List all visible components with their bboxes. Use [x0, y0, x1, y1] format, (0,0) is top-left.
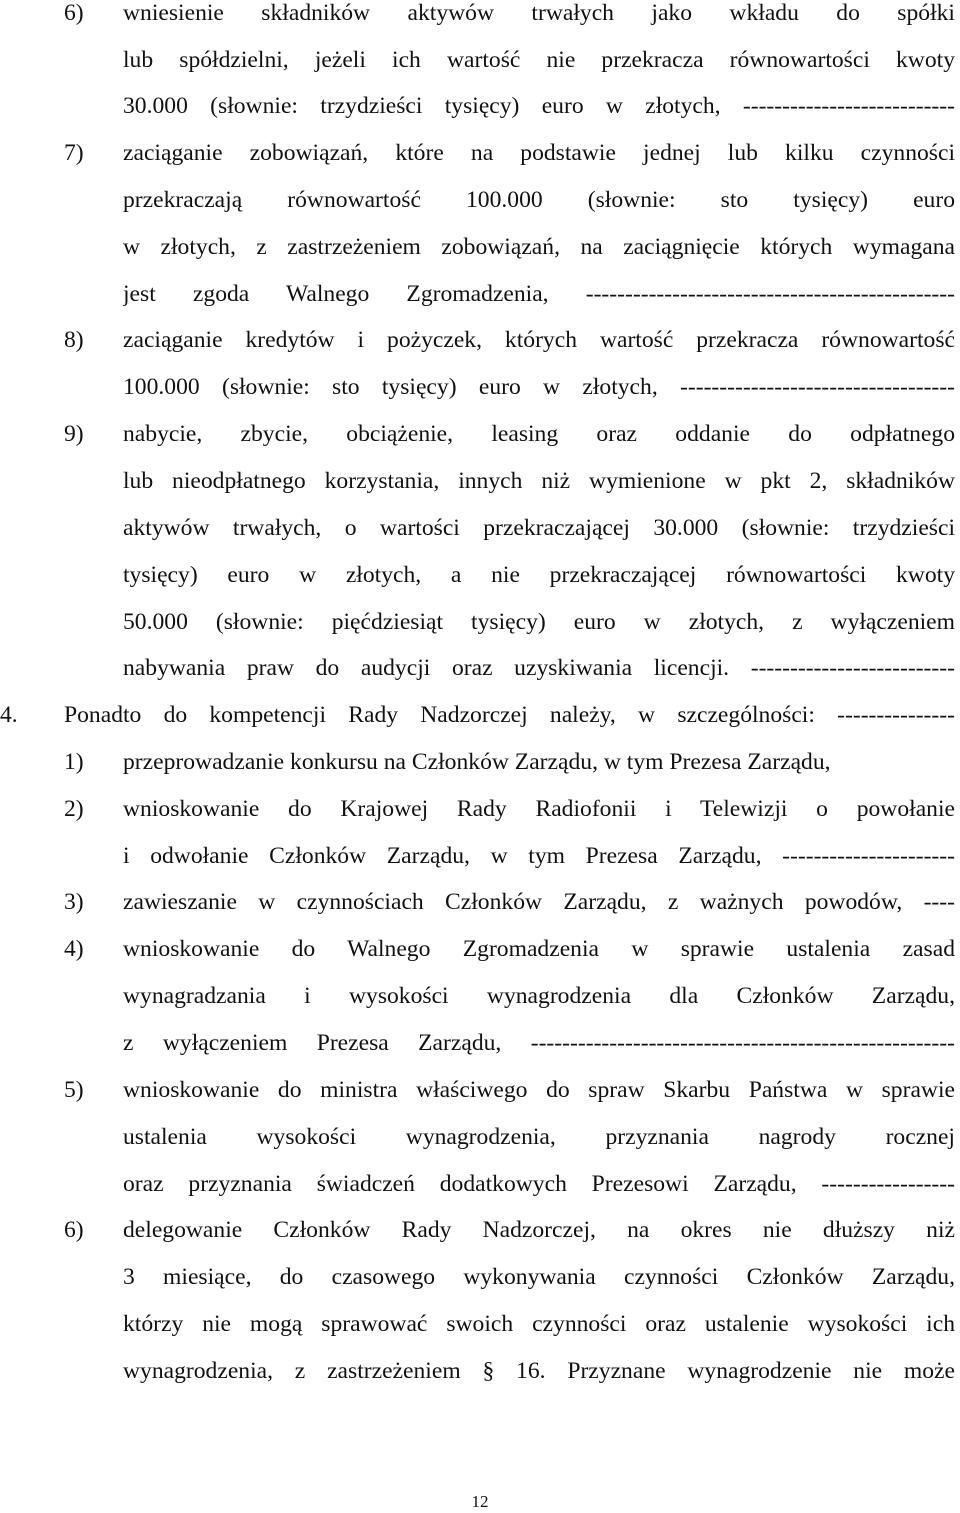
text-line [0, 138, 960, 168]
page-number: 12 [471, 1492, 489, 1511]
text-line [0, 1309, 960, 1339]
line-text: przekraczają równowartość 100.000 (słownie: sto tysięcy) euro [123, 187, 955, 213]
text-line [0, 700, 960, 730]
text-line [0, 981, 960, 1011]
line-text: 3 miesiące, do czasowego wykonywania czynności Członków Zarządu, [123, 1264, 955, 1290]
text-line [0, 0, 960, 28]
text-line [0, 419, 960, 449]
text-line [0, 91, 960, 121]
line-text: wynagradzania i wysokości wynagrodzenia dla Członków Zarządu, [123, 983, 955, 1009]
line-text: i odwołanie Członków Zarządu, w tym Prezesa Zarządu, ---------------------- [123, 843, 955, 869]
line-text: tysięcy) euro w złotych, a nie przekraczającej równowartości kwoty [123, 562, 955, 588]
line-text: 100.000 (słownie: sto tysięcy) euro w złotych, ----------------------------------- [123, 374, 955, 400]
line-text: aktywów trwałych, o wartości przekraczającej 30.000 (słownie: trzydzieści [123, 515, 955, 541]
line-text: nabycie, zbycie, obciążenie, leasing oraz oddanie do odpłatnego [123, 421, 955, 447]
text-line [0, 279, 960, 309]
list-number: 6) [64, 1217, 84, 1243]
text-line [0, 45, 960, 75]
text-line [0, 232, 960, 262]
line-text: zaciąganie zobowiązań, które na podstawie jednej lub kilku czynności [123, 140, 955, 166]
line-text: zawieszanie w czynnościach Członków Zarządu, z ważnych powodów, ---- [123, 889, 955, 915]
line-text: z wyłączeniem Prezesa Zarządu, ------------------------------------------------------ [123, 1030, 955, 1056]
list-number: 2) [64, 796, 84, 822]
line-text: lub spółdzielni, jeżeli ich wartość nie przekracza równowartości kwoty [123, 47, 955, 73]
line-text: lub nieodpłatnego korzystania, innych niż wymienione w pkt 2, składników [123, 468, 955, 494]
line-text: 30.000 (słownie: trzydzieści tysięcy) euro w złotych, --------------------------- [123, 93, 955, 119]
list-number: 7) [64, 140, 84, 166]
text-line [0, 560, 960, 590]
text-line [0, 372, 960, 402]
line-text: delegowanie Członków Rady Nadzorczej, na okres nie dłuższy niż [123, 1217, 955, 1243]
list-number: 1) [64, 749, 84, 775]
line-text: Ponadto do kompetencji Rady Nadzorczej należy, w szczególności: --------------- [64, 702, 955, 728]
text-line [0, 607, 960, 637]
text-line [0, 1262, 960, 1292]
text-line [0, 887, 960, 917]
line-text: wnioskowanie do Krajowej Rady Radiofonii i Telewizji o powołanie [123, 796, 955, 822]
text-line [0, 1075, 960, 1105]
text-line [0, 1215, 960, 1245]
text-line [0, 653, 960, 683]
line-text: nabywania praw do audycji oraz uzyskiwania licencji. -------------------------- [123, 655, 955, 681]
line-text: wnioskowanie do ministra właściwego do spraw Skarbu Państwa w sprawie [123, 1077, 955, 1103]
text-line [0, 513, 960, 543]
line-text: którzy nie mogą sprawować swoich czynności oraz ustalenie wysokości ich [123, 1311, 955, 1337]
line-text: zaciąganie kredytów i pożyczek, których wartość przekracza równowartość [123, 327, 955, 353]
list-number: 6) [64, 0, 84, 26]
text-line [0, 1028, 960, 1058]
text-line [0, 1122, 960, 1152]
text-line [0, 934, 960, 964]
line-text: wynagrodzenia, z zastrzeżeniem § 16. Przyznane wynagrodzenie nie może [123, 1358, 955, 1384]
list-number: 5) [64, 1077, 84, 1103]
line-text: wniesienie składników aktywów trwałych jako wkładu do spółki [123, 0, 955, 26]
text-line [0, 185, 960, 215]
text-line [0, 794, 960, 824]
line-text: ustalenia wysokości wynagrodzenia, przyznania nagrody rocznej [123, 1124, 955, 1150]
text-line [0, 466, 960, 496]
list-number: 9) [64, 421, 84, 447]
text-line [0, 747, 960, 777]
line-text: przeprowadzanie konkursu na Członków Zarządu, w tym Prezesa Zarządu, [123, 749, 831, 775]
line-text: wnioskowanie do Walnego Zgromadzenia w sprawie ustalenia zasad [123, 936, 955, 962]
text-line [0, 1356, 960, 1386]
section-number: 4. [0, 702, 18, 728]
text-line [0, 325, 960, 355]
list-number: 8) [64, 327, 84, 353]
line-text: w złotych, z zastrzeżeniem zobowiązań, na zaciągnięcie których wymagana [123, 234, 955, 260]
line-text: 50.000 (słownie: pięćdziesiąt tysięcy) euro w złotych, z wyłączeniem [123, 609, 955, 635]
list-number: 3) [64, 889, 84, 915]
text-line [0, 841, 960, 871]
text-line [0, 1169, 960, 1199]
line-text: jest zgoda Walnego Zgromadzenia, ----------------------------------------------- [123, 281, 955, 307]
list-number: 4) [64, 936, 84, 962]
line-text: oraz przyznania świadczeń dodatkowych Prezesowi Zarządu, ----------------- [123, 1171, 955, 1197]
